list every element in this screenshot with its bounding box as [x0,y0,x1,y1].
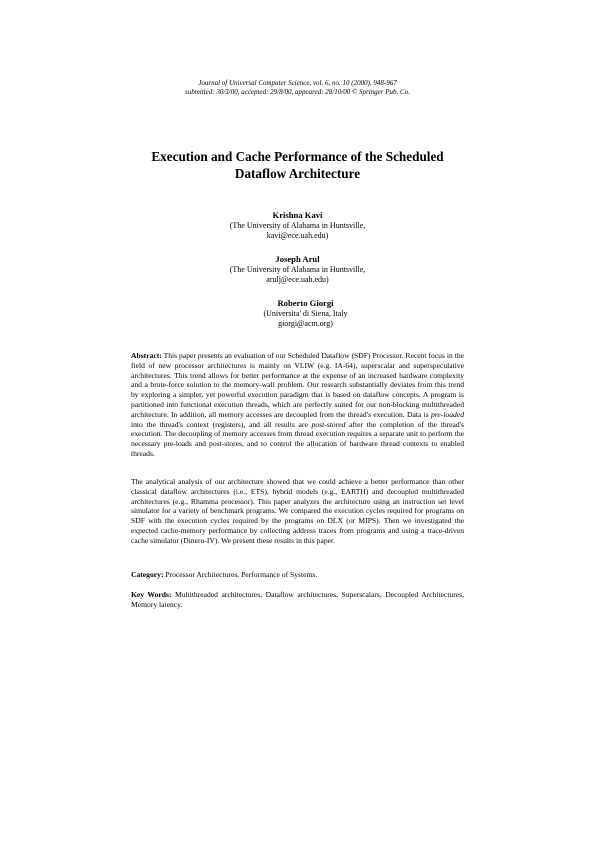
author-name: Krishna Kavi [272,210,323,220]
abstract-emphasis-poststored: post-stored [311,419,346,429]
journal-header [0,79,595,97]
keywords-label: Key Words: [131,590,172,599]
author-affiliation: (The University of Alabama in Huntsville, [229,221,366,230]
abstract-paragraph-2-text: The analytical analysis of our architecture showed that we could achieve a better performance than other classical dataflow architectures (i.e., ETS), hybrid models (e.g., EARTH) and decoupled multithreaded architectures (e.g., Rhamma processor). This paper analyzes the architecture using an instruction set level simulator for a variety of benchmark programs. We compared the execution cycles required for programs on SDF with the execution cycles required by the programs on DLX (or MIPS). Then we investigated the expected cache-memory performance by collecting address traces from programs and using a trace-driven cache simulator (Dinero-IV). We present these results in this paper. [131,477,464,545]
author-block-1 [0,209,595,242]
author-email: giorgi@acm.org) [278,319,333,329]
keywords-paragraph [131,590,464,610]
paper-title-line-1: Execution and Cache Performance of the Scheduled [151,149,444,164]
author-email: arulj@ece.uah.edu) [266,275,329,285]
author-block-2 [0,253,595,286]
category-paragraph [131,570,464,580]
keywords-text: Multithreaded architectures, Dataflow architectures, Superscalars, Decoupled Architectures, Memory latency. [131,590,464,609]
abstract-emphasis-preloaded: pre-loaded [430,409,464,419]
abstract-label: Abstract: [131,351,162,360]
paper-title [100,149,495,182]
category-text: Processor Architectures, Performance of Systems. [163,570,318,579]
abstract-text-part-3: after the completion of the thread's execution. The decoupling of memory accesses from thread execution requires a separate unit to perform the necessary pre-loads and post-stores, and to control the allocation of hardware thread contexts to enabled threads. [131,419,465,458]
author-name: Roberto Giorgi [277,298,334,308]
abstract-text-part-2: into the thread's context (registers), and all results are [131,419,312,429]
abstract-text-part-1: This paper presents an evaluation of our Scheduled Dataflow (SDF) Processor. Recent focus in the field of new processor architectures is mainly on VLIW (e.g. IA-64), superscalar and superspeculative architectures. This trend allows for better performance at the expense of an increased hardware complexity and a brute-force solution to the memory-wall problem. Our research substantially deviates from this trend by exploring a simpler, yet powerful execution paradigm that is based on dataflow concepts. A program is partitioned into functional execution threads, which are perfectly suited for our non-blocking multithreaded architecture. In addition, all memory accesses are decoupled from the thread's execution. Data is [131,351,464,419]
paper-title-line-2: Dataflow Architecture [234,165,361,181]
abstract-section [131,351,464,459]
abstract-paragraph-2 [131,477,464,546]
keywords-section [131,590,464,610]
author-block-3 [8,297,595,330]
author-affiliation: (The University of Alabama in Huntsville, [229,265,366,274]
author-email: kavi@ece.uah.edu) [266,231,329,241]
author-affiliation: (Universita' di Siena, Italy [263,309,348,318]
category-section [131,570,464,580]
author-name: Joseph Arul [275,254,320,264]
abstract-paragraph-1 [131,351,464,459]
category-label: Category: [131,570,164,579]
journal-dates: submitted: 30/3/00, accepted: 29/8/00, appeared: 28/10/00 © Springer Pub. Co. [185,88,410,96]
journal-citation: Journal of Universal Computer Science, vol. 6, no. 10 (2000), 948-967 [198,79,397,87]
